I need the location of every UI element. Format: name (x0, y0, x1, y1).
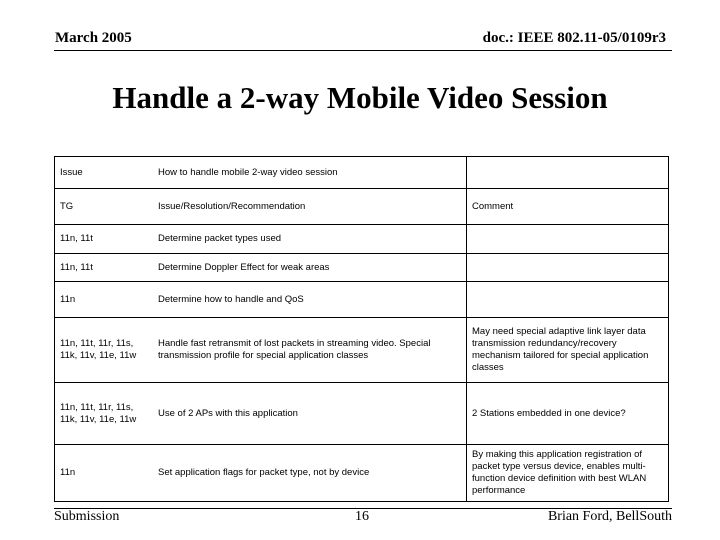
comment-cell (467, 282, 669, 318)
tg-cell: 11n, 11t, 11r, 11s, 11k, 11v, 11e, 11w (55, 318, 154, 383)
issue-cell: Handle fast retransmit of lost packets in streaming video. Special transmission profile for special application classes (153, 318, 467, 383)
table-row (55, 189, 669, 225)
header-doc-id: doc.: IEEE 802.11-05/0109r3 (482, 30, 666, 46)
table-row (55, 254, 669, 282)
page-number: 16 (355, 509, 369, 524)
issue-cell: How to handle mobile 2-way video session (153, 157, 467, 189)
comment-cell: By making this application registration of packet type versus device, enables multi-function device definition with best WLAN performance (467, 445, 669, 502)
comment-cell: 2 Stations embedded in one device? (467, 383, 669, 445)
issue-cell: Issue/Resolution/Recommendation (153, 189, 467, 225)
comment-cell (467, 225, 669, 254)
tg-cell: Issue (55, 157, 154, 189)
tg-cell: 11n (55, 445, 154, 502)
issue-cell: Determine Doppler Effect for weak areas (153, 254, 467, 282)
footer-author: Brian Ford, BellSouth (547, 509, 672, 524)
footer-submission: Submission (54, 509, 120, 524)
comment-cell: May need special adaptive link layer data transmission redundancy/recovery mechanism tailored for special application classes (467, 318, 669, 383)
issue-cell: Set application flags for packet type, not by device (153, 445, 467, 502)
header-date: March 2005 (55, 30, 132, 46)
issue-cell: Determine how to handle and QoS (153, 282, 467, 318)
table-row (55, 282, 669, 318)
tg-cell: 11n, 11t (55, 254, 154, 282)
table-row (55, 225, 669, 254)
table-row (55, 445, 669, 502)
table-row (55, 318, 669, 383)
comment-cell (467, 157, 669, 189)
tg-cell: 11n, 11t (55, 225, 154, 254)
header-rule (54, 50, 672, 51)
tg-cell: 11n (55, 282, 154, 318)
tg-cell: 11n, 11t, 11r, 11s, 11k, 11v, 11e, 11w (55, 383, 154, 445)
issue-cell: Use of 2 APs with this application (153, 383, 467, 445)
issues-table (54, 156, 669, 502)
tg-cell: TG (55, 189, 154, 225)
table-row (55, 383, 669, 445)
table-row (55, 157, 669, 189)
slide-title: Handle a 2-way Mobile Video Session (112, 80, 608, 115)
comment-cell: Comment (467, 189, 669, 225)
comment-cell (467, 254, 669, 282)
issue-cell: Determine packet types used (153, 225, 467, 254)
